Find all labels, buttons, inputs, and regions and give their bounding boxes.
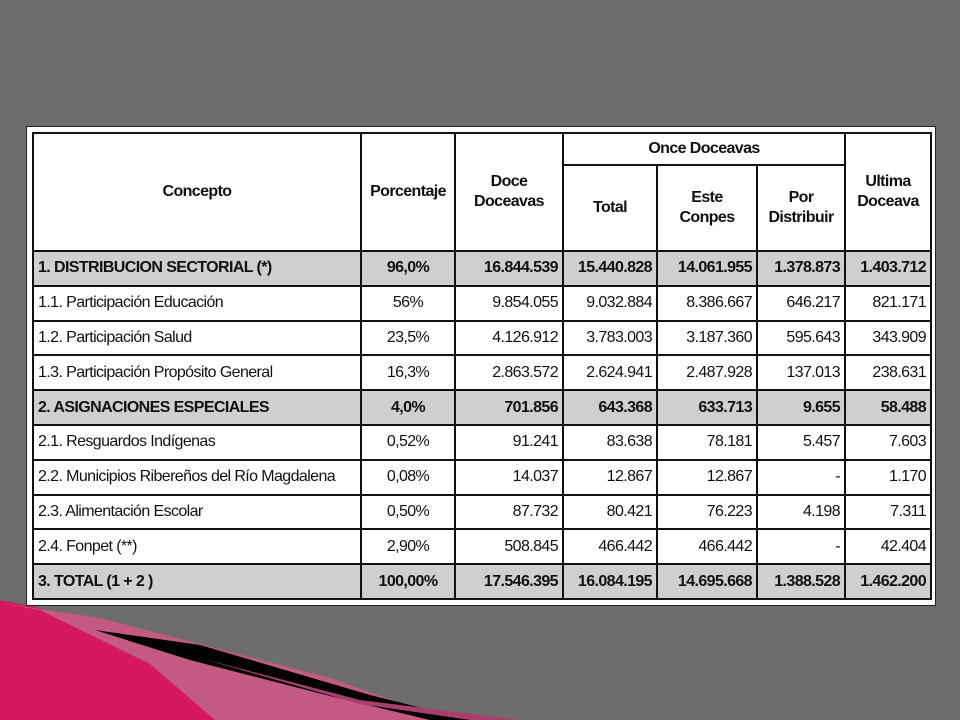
doce-doceavas-cell: 508.845 [455, 529, 563, 564]
percentage-cell: 2,90% [361, 529, 455, 564]
percentage-cell: 0,52% [361, 425, 455, 460]
por-distribuir-cell: 646.217 [757, 286, 845, 321]
este-conpes-cell: 8.386.667 [657, 286, 757, 321]
este-conpes-cell: 76.223 [657, 495, 757, 530]
este-conpes-cell: 12.867 [657, 460, 757, 495]
total-cell: 466.442 [563, 529, 657, 564]
ultima-doceava-cell: 343.909 [845, 321, 931, 356]
total-cell: 80.421 [563, 495, 657, 530]
total-cell: 16.084.195 [563, 564, 657, 599]
table-row [33, 321, 931, 356]
table-row [33, 355, 931, 390]
total-cell: 9.032.884 [563, 286, 657, 321]
por-distribuir-cell: - [757, 529, 845, 564]
doce-doceavas-cell: 17.546.395 [455, 564, 563, 599]
percentage-cell: 100,00% [361, 564, 455, 599]
table-row [33, 529, 931, 564]
doce-doceavas-cell: 4.126.912 [455, 321, 563, 356]
este-conpes-cell: 3.187.360 [657, 321, 757, 356]
concept-cell: 2.4. Fonpet (**) [33, 529, 361, 564]
por-distribuir-cell: 595.643 [757, 321, 845, 356]
percentage-cell: 0,50% [361, 495, 455, 530]
doce-doceavas-cell: 701.856 [455, 390, 563, 425]
concept-cell: 1.1. Participación Educación [33, 286, 361, 321]
table-body [33, 251, 931, 599]
doce-doceavas-cell: 9.854.055 [455, 286, 563, 321]
ultima-doceava-cell: 7.603 [845, 425, 931, 460]
percentage-cell: 56% [361, 286, 455, 321]
este-conpes-cell: 633.713 [657, 390, 757, 425]
este-conpes-cell: 14.061.955 [657, 251, 757, 286]
por-distribuir-cell: 1.388.528 [757, 564, 845, 599]
header-porcentaje: Porcentaje [361, 133, 455, 251]
este-conpes-cell: 466.442 [657, 529, 757, 564]
concept-cell: 1.2. Participación Salud [33, 321, 361, 356]
concept-cell: 2.3. Alimentación Escolar [33, 495, 361, 530]
total-cell: 15.440.828 [563, 251, 657, 286]
header-este-conpes: Este Conpes [657, 165, 757, 251]
por-distribuir-cell: 137.013 [757, 355, 845, 390]
este-conpes-cell: 14.695.668 [657, 564, 757, 599]
decorative-bottom-band [0, 600, 960, 720]
por-distribuir-cell: 5.457 [757, 425, 845, 460]
ultima-doceava-cell: 238.631 [845, 355, 931, 390]
percentage-cell: 4,0% [361, 390, 455, 425]
total-cell: 643.368 [563, 390, 657, 425]
concept-cell: 2.1. Resguardos Indígenas [33, 425, 361, 460]
section-row [33, 564, 931, 599]
concept-cell: 1.3. Participación Propósito General [33, 355, 361, 390]
por-distribuir-cell: 4.198 [757, 495, 845, 530]
table-row [33, 460, 931, 495]
total-cell: 83.638 [563, 425, 657, 460]
doce-doceavas-cell: 91.241 [455, 425, 563, 460]
doce-doceavas-cell: 16.844.539 [455, 251, 563, 286]
ultima-doceava-cell: 7.311 [845, 495, 931, 530]
por-distribuir-cell: - [757, 460, 845, 495]
table-row [33, 425, 931, 460]
budget-table [32, 132, 932, 600]
ultima-doceava-cell: 1.403.712 [845, 251, 931, 286]
header-por-distribuir: Por Distribuir [757, 165, 845, 251]
ultima-doceava-cell: 1.462.200 [845, 564, 931, 599]
concept-cell: 2. ASIGNACIONES ESPECIALES [33, 390, 361, 425]
section-row [33, 390, 931, 425]
por-distribuir-cell: 1.378.873 [757, 251, 845, 286]
table-row [33, 495, 931, 530]
doce-doceavas-cell: 2.863.572 [455, 355, 563, 390]
ultima-doceava-cell: 1.170 [845, 460, 931, 495]
por-distribuir-cell: 9.655 [757, 390, 845, 425]
header-ultima-doceava: Ultima Doceava [845, 133, 931, 251]
header-total: Total [563, 165, 657, 251]
ultima-doceava-cell: 42.404 [845, 529, 931, 564]
header-concepto: Concepto [33, 133, 361, 251]
concept-cell: 1. DISTRIBUCION SECTORIAL (*) [33, 251, 361, 286]
doce-doceavas-cell: 14.037 [455, 460, 563, 495]
total-cell: 3.783.003 [563, 321, 657, 356]
total-cell: 2.624.941 [563, 355, 657, 390]
doce-doceavas-cell: 87.732 [455, 495, 563, 530]
este-conpes-cell: 2.487.928 [657, 355, 757, 390]
percentage-cell: 16,3% [361, 355, 455, 390]
ultima-doceava-cell: 58.488 [845, 390, 931, 425]
ultima-doceava-cell: 821.171 [845, 286, 931, 321]
percentage-cell: 96,0% [361, 251, 455, 286]
header-doce-doceavas: Doce Doceavas [455, 133, 563, 251]
percentage-cell: 0,08% [361, 460, 455, 495]
concept-cell: 2.2. Municipios Ribereños del Río Magdalena [33, 460, 361, 495]
concept-cell: 3. TOTAL (1 + 2 ) [33, 564, 361, 599]
section-row [33, 251, 931, 286]
percentage-cell: 23,5% [361, 321, 455, 356]
table-row [33, 286, 931, 321]
total-cell: 12.867 [563, 460, 657, 495]
header-once-doceavas: Once Doceavas [563, 133, 845, 165]
este-conpes-cell: 78.181 [657, 425, 757, 460]
budget-table-frame [26, 126, 936, 606]
